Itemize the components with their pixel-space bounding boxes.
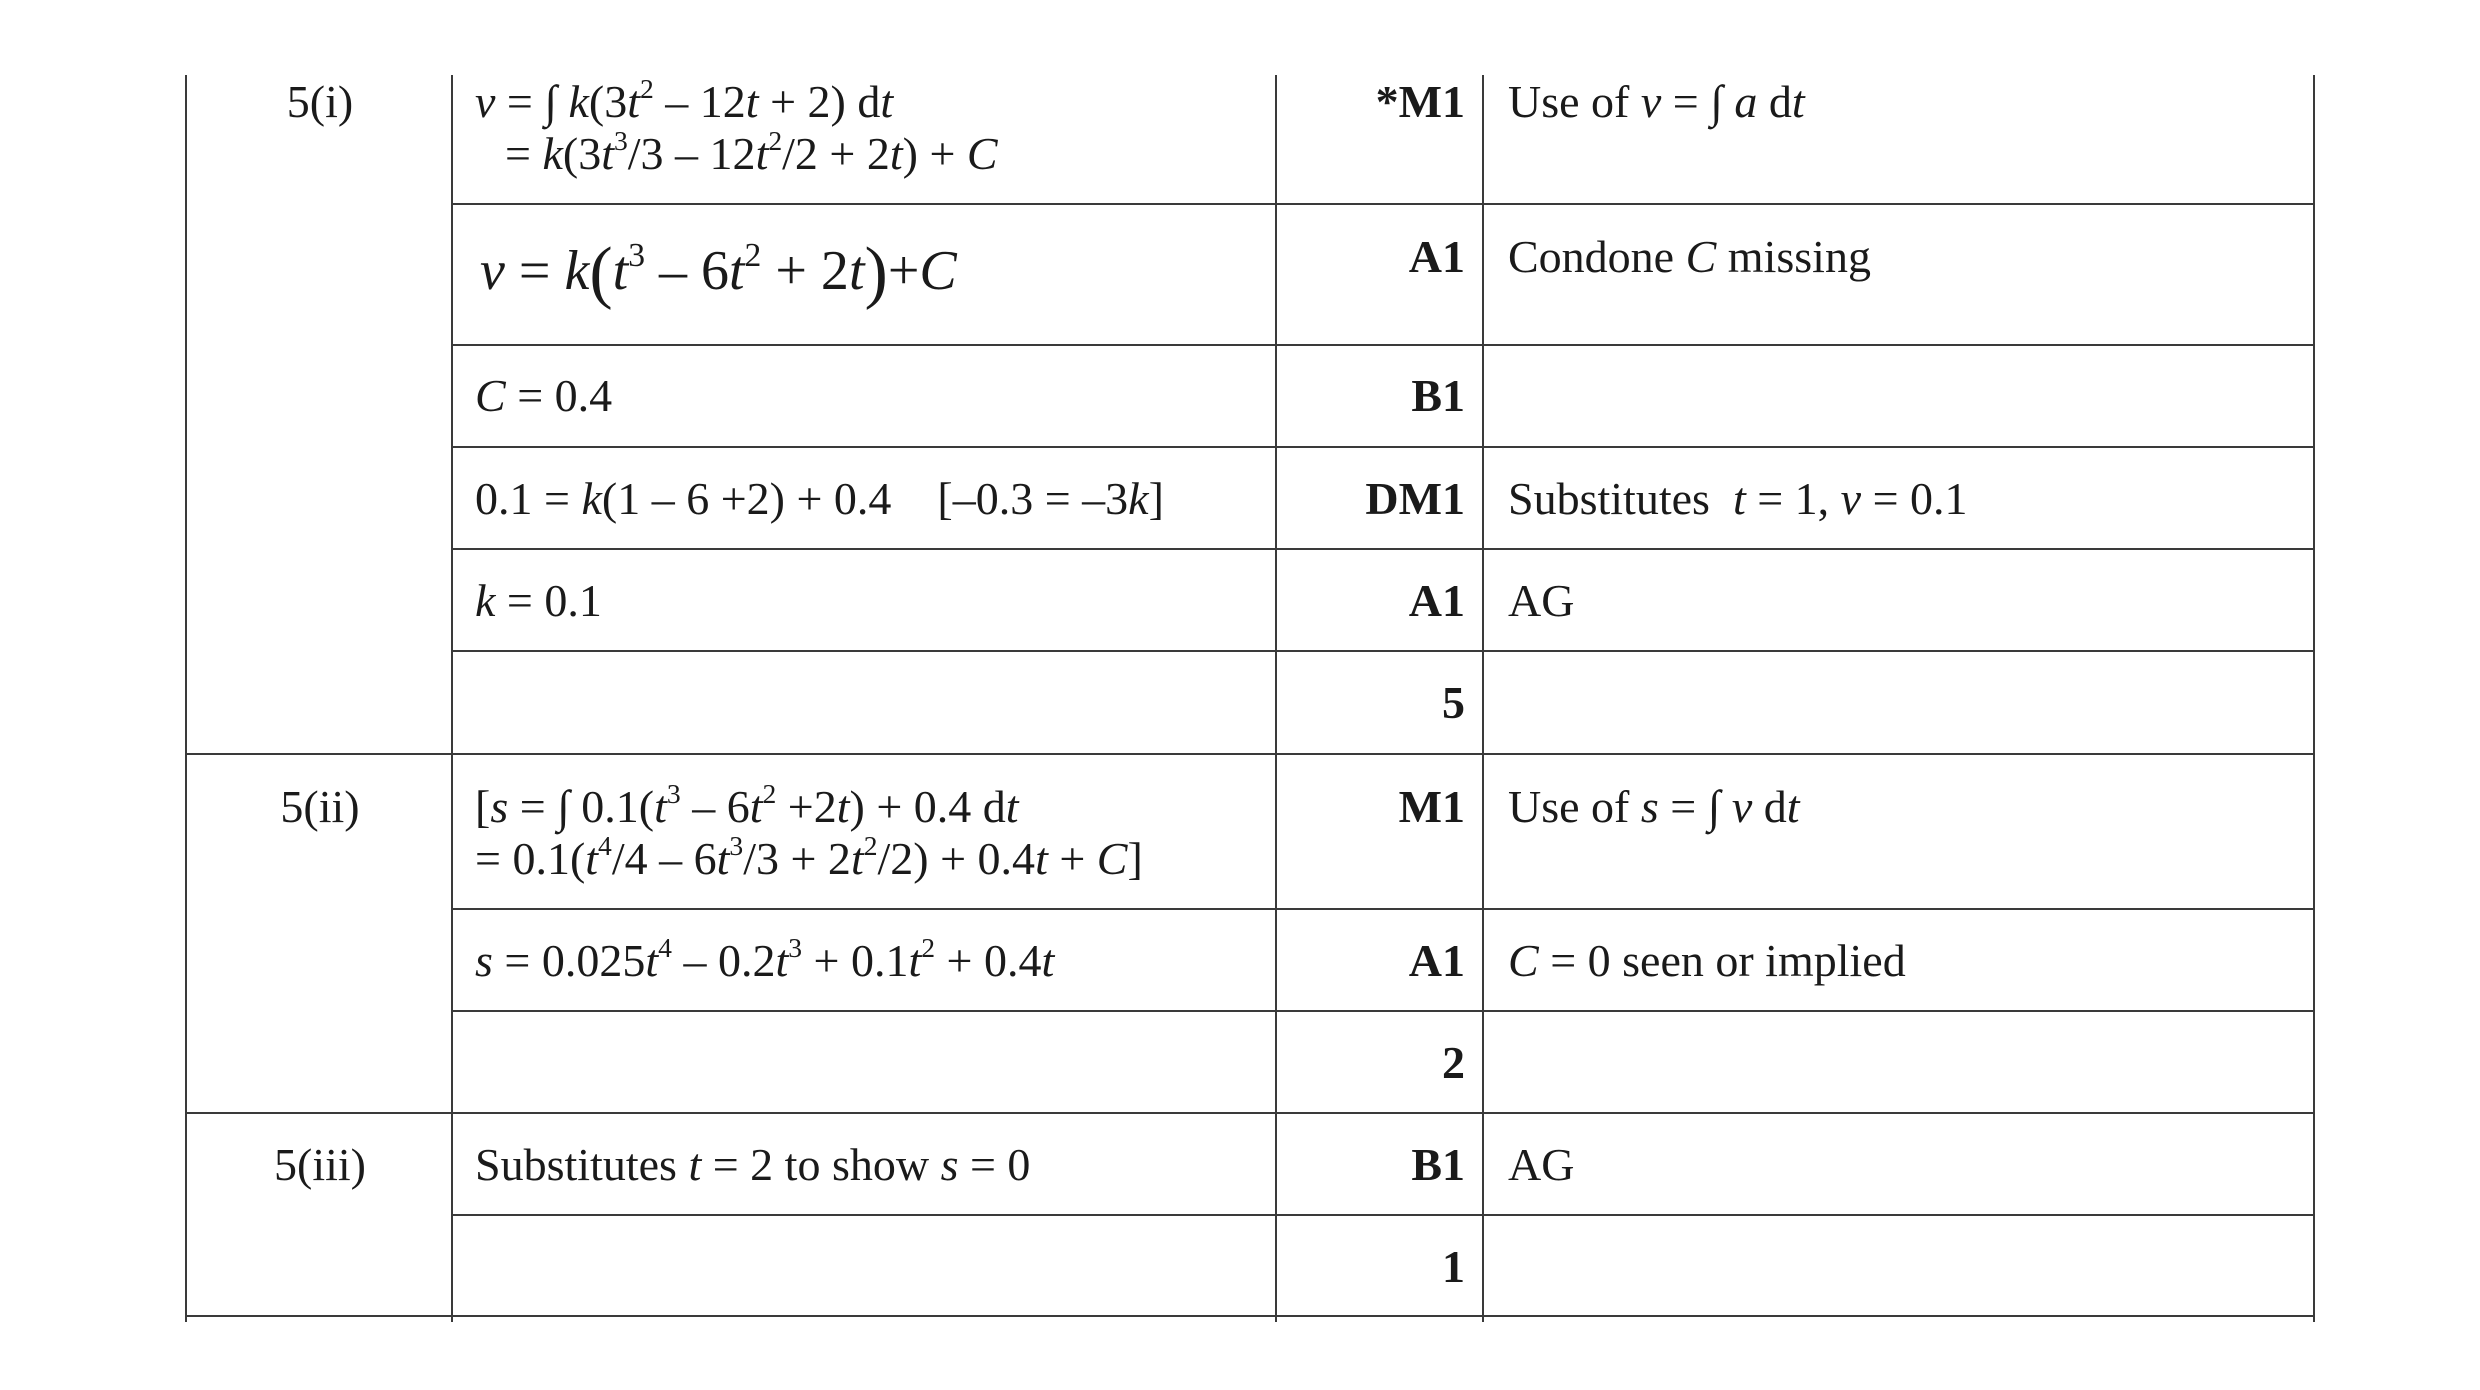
comment: Substitutes t = 1, v = 0.1 bbox=[1508, 473, 1968, 524]
comment: Condone C missing bbox=[1508, 231, 1871, 282]
row-divider bbox=[451, 203, 2315, 205]
table-border-right bbox=[2313, 75, 2315, 1322]
mark: DM1 bbox=[1365, 473, 1465, 524]
mark: B1 bbox=[1411, 1139, 1465, 1190]
solution-displacement: $s = 0.025t^4 - 0.2t^3 + 0.1t^2 + 0.4t$ bbox=[475, 931, 1055, 986]
table-border-bottom bbox=[185, 1315, 2315, 1317]
mark: *M1 bbox=[1375, 76, 1465, 127]
solution-integral-v-result: = $k(3t^3/3 - 12t^2/2 + 2t) + C$ bbox=[505, 124, 998, 179]
row-divider bbox=[451, 650, 2315, 652]
row-divider bbox=[451, 446, 2315, 448]
row-divider bbox=[451, 344, 2315, 346]
column-divider bbox=[451, 75, 453, 1322]
question-divider bbox=[185, 1112, 2315, 1114]
question-number: 5(ii) bbox=[280, 781, 360, 832]
row-divider bbox=[451, 908, 2315, 910]
solution-constant: C = 0.4 bbox=[475, 370, 613, 421]
solution-integral-s-result: = $0.1(t^4/4 - 6t^3/3 + 2t^2/2) + 0.4t + C$] bbox=[475, 829, 1143, 884]
solution-show: Substitutes t = 2 to show s = 0 bbox=[475, 1139, 1031, 1190]
solution-substitution: 0.1 = k(1 – 6 +2) + 0.4 [–0.3 = –3k] bbox=[475, 473, 1164, 524]
table-border-left bbox=[185, 75, 187, 1322]
column-divider bbox=[1275, 75, 1277, 1322]
question-number: 5(i) bbox=[286, 76, 354, 127]
comment: AG bbox=[1508, 1139, 1575, 1190]
solution-velocity: $v = k(t^3 - 6t^2 + 2t)+C$ bbox=[480, 234, 957, 311]
mark: M1 bbox=[1398, 781, 1465, 832]
mark: B1 bbox=[1411, 370, 1465, 421]
mark: A1 bbox=[1408, 575, 1465, 626]
question-divider bbox=[185, 753, 2315, 755]
solution-integral-s: [s = ∫ $0.1(t^3 - 6t^2 +2t) + 0.4$ dt bbox=[475, 777, 1019, 832]
solution-k-value: k = 0.1 bbox=[475, 575, 602, 626]
total-marks: 5 bbox=[1442, 677, 1465, 728]
comment: Use of s = ∫ v dt bbox=[1508, 781, 1800, 832]
total-marks: 2 bbox=[1442, 1037, 1465, 1088]
question-number: 5(iii) bbox=[274, 1139, 366, 1190]
row-divider bbox=[451, 1010, 2315, 1012]
comment: AG bbox=[1508, 575, 1575, 626]
mark: A1 bbox=[1408, 935, 1465, 986]
column-divider bbox=[1482, 75, 1484, 1322]
row-divider bbox=[451, 1214, 2315, 1216]
comment: C = 0 seen or implied bbox=[1508, 935, 1906, 986]
row-divider bbox=[451, 548, 2315, 550]
mark: A1 bbox=[1408, 231, 1465, 282]
solution-integral-v: v = ∫ $k(3t^2 - 12t + 2)$ dt bbox=[475, 72, 894, 127]
total-marks: 1 bbox=[1442, 1241, 1465, 1292]
comment: Use of v = ∫ a dt bbox=[1508, 76, 1805, 127]
